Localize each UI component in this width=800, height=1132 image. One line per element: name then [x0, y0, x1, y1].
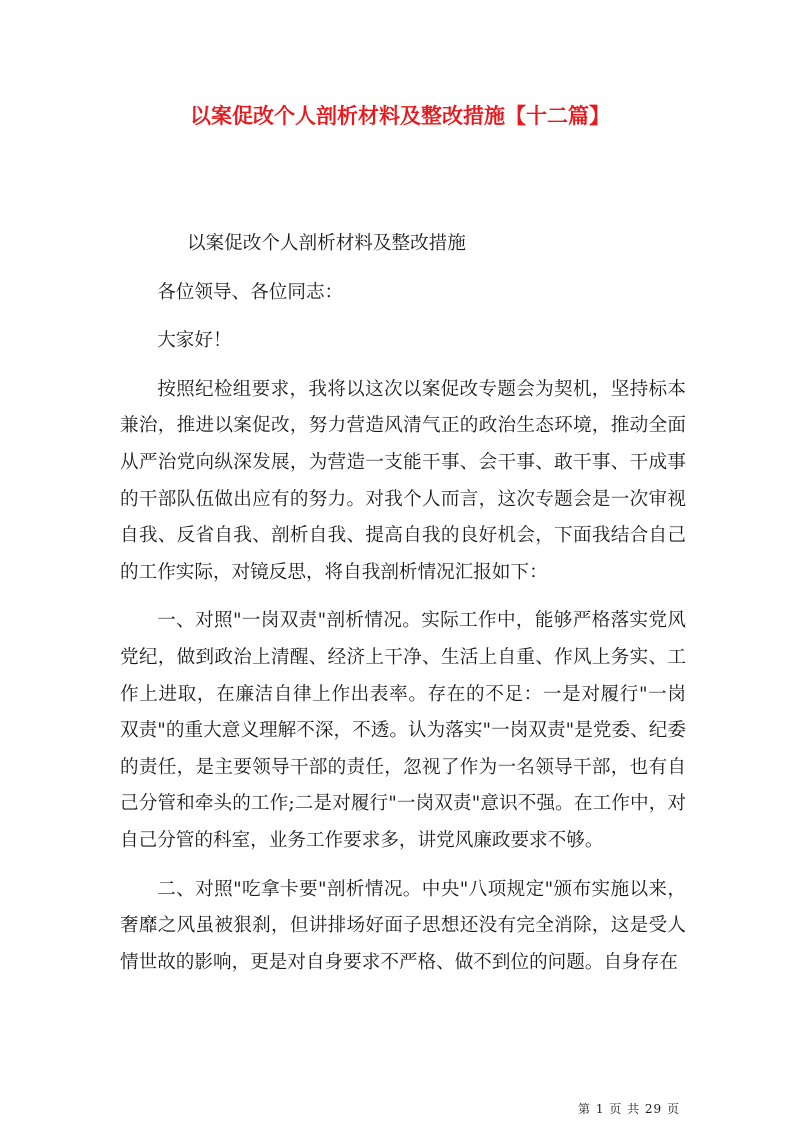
- document-subtitle: 以案促改个人剖析材料及整改措施: [186, 233, 466, 254]
- greeting-line: 各位领导、各位同志：: [157, 281, 344, 303]
- document-body: [120, 226, 686, 981]
- page-number: 第 1 页 共 29 页: [578, 1102, 680, 1116]
- hello-line: 大家好！: [157, 330, 232, 352]
- paragraph-section-one: 一、对照"一岗双责"剖析情况。实际工作中，能够严格落实党风党纪，做到政治上清醒、经济上干净、生活上自重、作风上务实、工作上进取，在廉洁自律上作出表率。存在的不足：一是对履行"一岗双责"的重大意义理解不深，不透。认为落实"一岗双责"是党委、纪委的责任，是主要领导干部的责任，忽视了作为一名领导干部，也有自己分管和牵头的工作;二是对履行"一岗双责"意识不强。在工作中，对自己分管的科室，业务工作要求多，讲党风廉政要求不够。: [120, 610, 686, 851]
- paragraph-intro: 按照纪检组要求，我将以这次以案促改专题会为契机，坚持标本兼治，推进以案促改，努力营造风清气正的政治生态环境，推动全面从严治党向纵深发展，为营造一支能干事、会干事、敢干事、干成事的干部队伍做出应有的努力。对我个人而言，这次专题会是一次审视自我、反省自我、剖析自我、提高自我的良好机会，下面我结合自己的工作实际，对镜反思，将自我剖析情况汇报如下：: [120, 378, 686, 583]
- paragraph-section-two: 二、对照"吃拿卡要"剖析情况。中央"八项规定"颁布实施以来，奢靡之风虽被狠刹，但讲排场好面子思想还没有完全消除，这是受人情世故的影响，更是对自身要求不严格、做不到位的问题。自身存在: [120, 878, 686, 973]
- document-title: 以案促改个人剖析材料及整改措施【十二篇】: [190, 103, 610, 128]
